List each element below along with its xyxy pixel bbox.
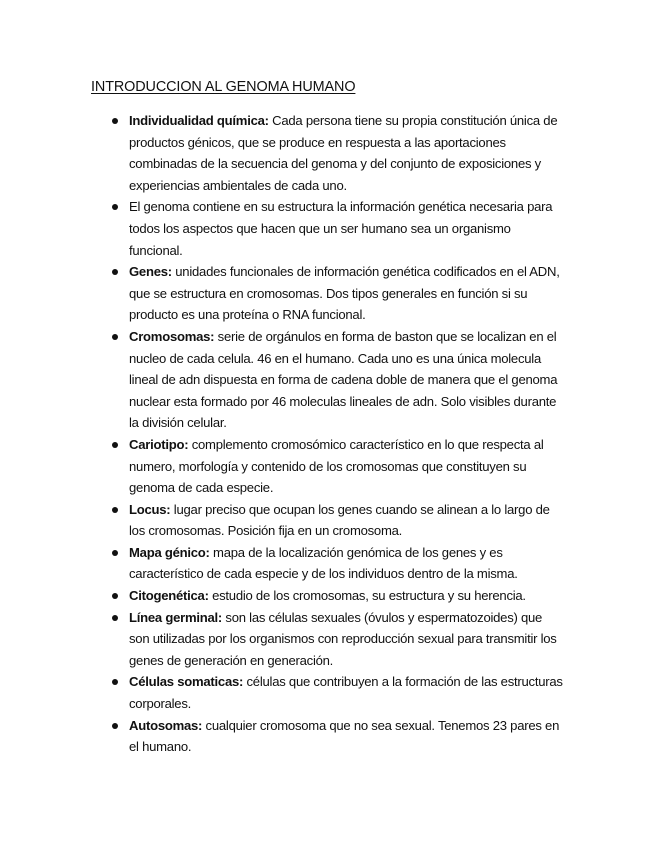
item-term: Citogenética: — [129, 588, 209, 604]
list-item — [129, 671, 565, 714]
list-item — [129, 715, 565, 758]
item-text: El genoma contiene en su estructura la información genética necesaria para todos los aspectos que hacen que un ser humano sea un organismo funcional. — [129, 199, 553, 258]
item-text: lugar preciso que ocupan los genes cuando se alinean a lo largo de los cromosomas. Posición fija en un cromosoma. — [129, 501, 550, 539]
list-item — [129, 110, 565, 196]
list-item — [129, 585, 565, 607]
definition-list — [129, 110, 565, 758]
item-text: mapa de la localización genómica de los genes y es característico de cada especie y de los individuos dentro de la misma. — [129, 544, 518, 582]
item-term: Células somaticas: — [129, 674, 244, 690]
item-term: Mapa génico: — [129, 544, 210, 560]
item-term: Línea germinal: — [129, 609, 223, 625]
list-item — [129, 434, 565, 499]
item-text: complemento cromosómico característico en lo que respecta al numero, morfología y contenido de los cromosomas que constituyen su genoma de cada especie. — [129, 436, 544, 496]
item-term: Cariotipo: — [129, 436, 189, 452]
item-text: estudio de los cromosomas, su estructura y su herencia. — [208, 588, 526, 604]
item-text: cualquier cromosoma que no sea sexual. Tenemos 23 pares en el humano. — [129, 717, 560, 755]
list-item — [129, 499, 565, 542]
list-item — [129, 607, 565, 672]
item-term: Locus: — [129, 501, 171, 517]
list-item — [129, 542, 565, 585]
item-term: Autosomas: — [129, 717, 203, 733]
list-item — [129, 326, 565, 434]
item-text: unidades funcionales de información genética codificados en el ADN, que se estructura en cromosomas. Dos tipos generales en función si su producto es una proteína o RNA funcional. — [129, 264, 560, 323]
document-title: INTRODUCCION AL GENOMA HUMANO — [91, 79, 356, 95]
item-text: son las células sexuales (óvulos y espermatozoides) que son utilizadas por los organismos con reproducción sexual para transmitir los genes de generación en generación. — [129, 609, 557, 668]
item-term: Cromosomas: — [129, 328, 215, 344]
item-term: Individualidad química: — [129, 113, 269, 128]
list-item — [129, 261, 565, 326]
item-text: células que contribuyen a la formación de las estructuras corporales. — [129, 674, 563, 712]
item-term: Genes: — [129, 264, 172, 280]
item-text: Cada persona tiene su propia constitución única de productos génicos, que se produce en respuesta a las aportaciones combinadas de la secuencia del genoma y del conjunto de exposiciones y experiencias ambientales de cada uno. — [129, 113, 558, 193]
item-text: serie de orgánulos en forma de baston que se localizan en el nucleo de cada celula. 46 en el humano. Cada uno es una única molecula lineal de adn dispuesta en forma de cadena doble de manera que el genoma nuclear esta formado por 46 moleculas lineales de adn. Solo visibles durante la división celular. — [129, 328, 558, 431]
list-item — [129, 196, 565, 261]
